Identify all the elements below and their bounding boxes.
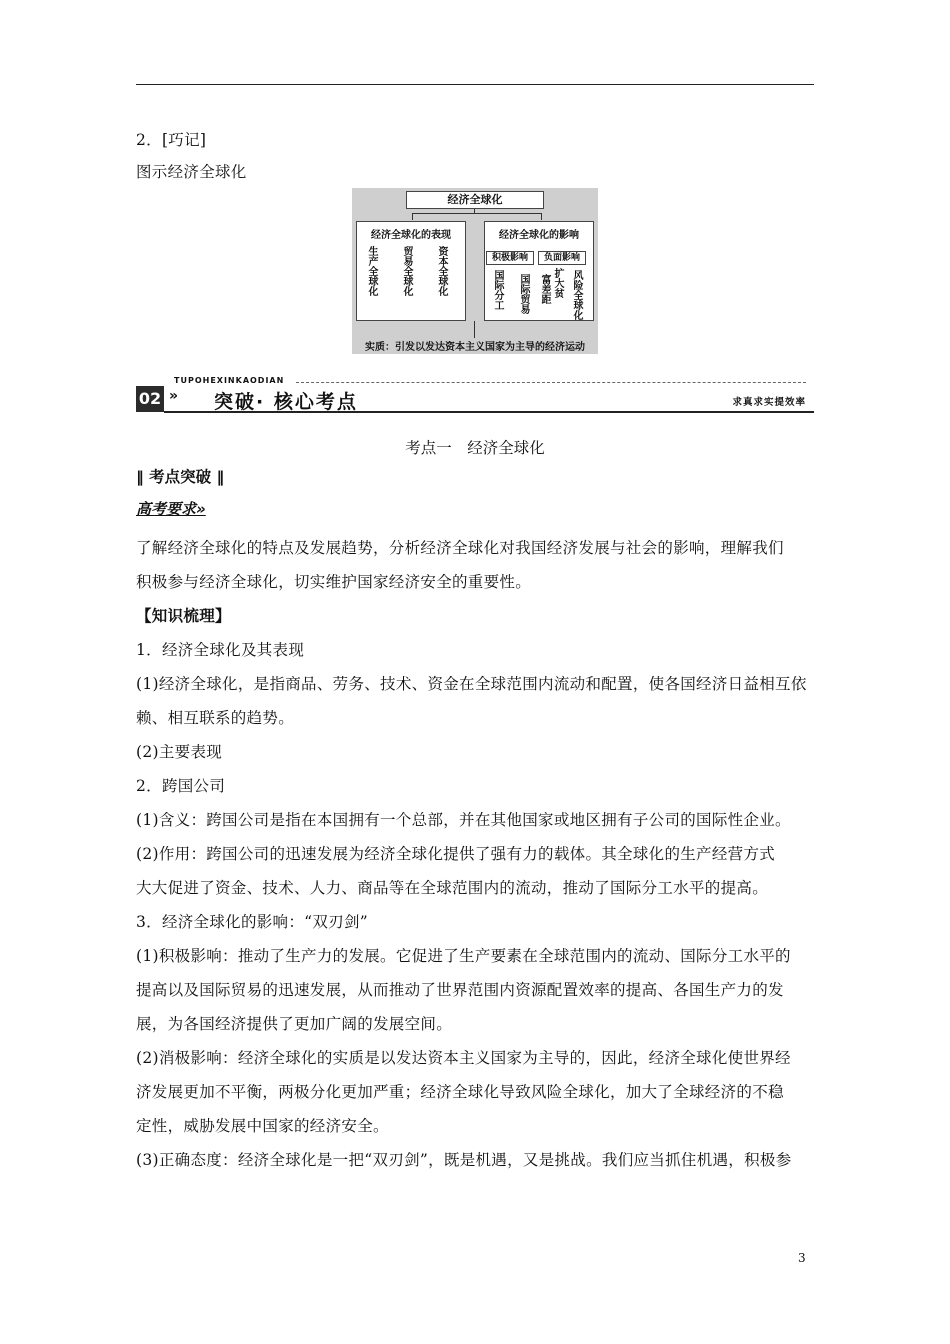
text-line: 1．经济全球化及其表现 — [136, 641, 305, 659]
text-line: 赖、相互联系的趋势。 — [136, 709, 295, 727]
text-line: (1)经济全球化，是指商品、劳务、技术、资金在全球范围内流动和配置，使各国经济日益相互依 — [136, 675, 807, 693]
connector — [412, 213, 542, 214]
text-line: 提高以及国际贸易的迅速发展，从而推动了世界范围内资源配置效率的提高、各国生产力的发 — [136, 981, 784, 999]
globalization-diagram — [352, 188, 598, 354]
banner-dashes — [296, 382, 806, 383]
positive-box: 积极影响 — [486, 251, 534, 265]
text-line: 2．跨国公司 — [136, 777, 226, 795]
right-title: 经济全球化的影响 — [499, 230, 579, 241]
text-line: 了解经济全球化的特点及发展趋势，分析经济全球化对我国经济发展与社会的影响，理解我们 — [136, 539, 784, 557]
kaodian-title: 考点一 经济全球化 — [405, 439, 545, 457]
diagram-top-box: 经济全球化 — [406, 191, 544, 209]
text-line: 积极参与经济全球化，切实维护国家经济安全的重要性。 — [136, 573, 532, 591]
page-number: 3 — [798, 1251, 806, 1265]
banner-slogan: 求真求实提效率 — [732, 397, 806, 408]
text-line: (3)正确态度：经济全球化是一把“双刃剑”，既是机遇，又是挑战。我们应当抓住机遇，积极参 — [136, 1151, 792, 1169]
header-rule — [136, 84, 814, 85]
text-line: 展，为各国经济提供了更加广阔的发展空间。 — [136, 1015, 453, 1033]
connector — [474, 321, 475, 338]
connector — [541, 213, 542, 220]
banner-number: 02 — [136, 386, 164, 412]
negative-item-3: 风险全球化 — [571, 270, 582, 320]
section-banner — [136, 376, 814, 414]
left-title: 经济全球化的表现 — [371, 230, 451, 241]
text-line: (1)积极影响：推动了生产力的发展。它促进了生产要素在全球范围内的流动、国际分工水平的 — [136, 947, 791, 965]
banner-arrow: » — [169, 388, 179, 404]
positive-item-1: 国际分工 — [492, 270, 503, 310]
positive-item-2: 国际贸易 — [518, 274, 529, 314]
subsection-heading: 2．[巧记] — [136, 131, 207, 149]
text-line: 3．经济全球化的影响：“双刃剑” — [136, 913, 369, 931]
requirement-label: 高考要求» — [136, 500, 206, 518]
text-line: 【知识梳理】 — [136, 606, 231, 625]
left-item-2: 贸易全球化 — [401, 246, 412, 296]
banner-pinyin: TUPOHEXINKAODIAN — [174, 376, 285, 385]
negative-box: 负面影响 — [538, 251, 586, 265]
section-tag: ‖ 考点突破 ‖ — [136, 468, 225, 486]
text-line: (2)消极影响：经济全球化的实质是以发达资本主义国家为主导的，因此，经济全球化使世界经 — [136, 1049, 791, 1067]
banner-title: 突破· 核心考点 — [214, 391, 358, 413]
text-line: (2)主要表现 — [136, 743, 223, 761]
text-line: 定性，威胁发展中国家的经济安全。 — [136, 1117, 389, 1135]
text-line: (1)含义：跨国公司是指在本国拥有一个总部，并在其他国家或地区拥有子公司的国际性企业。 — [136, 811, 791, 829]
negative-item-1: 富差距 — [539, 274, 550, 304]
left-item-1: 生产全球化 — [366, 246, 377, 296]
diagram-bottom-text: 实质：引发以发达资本主义国家为主导的经济运动 — [365, 342, 585, 353]
text-line: 济发展更加不平衡，两极分化更加严重；经济全球化导致风险全球化，加大了全球经济的不稳 — [136, 1083, 784, 1101]
negative-item-2: 扩大贫 — [552, 268, 563, 298]
text-line: (2)作用：跨国公司的迅速发展为经济全球化提供了强有力的载体。其全球化的生产经营方式 — [136, 845, 776, 863]
text-line: 大大促进了资金、技术、人力、商品等在全球范围内的流动，推动了国际分工水平的提高。 — [136, 879, 769, 897]
left-item-3: 资本全球化 — [436, 246, 447, 296]
diagram-caption: 图示经济全球化 — [136, 163, 247, 181]
banner-rule — [164, 411, 814, 413]
connector — [412, 213, 413, 220]
